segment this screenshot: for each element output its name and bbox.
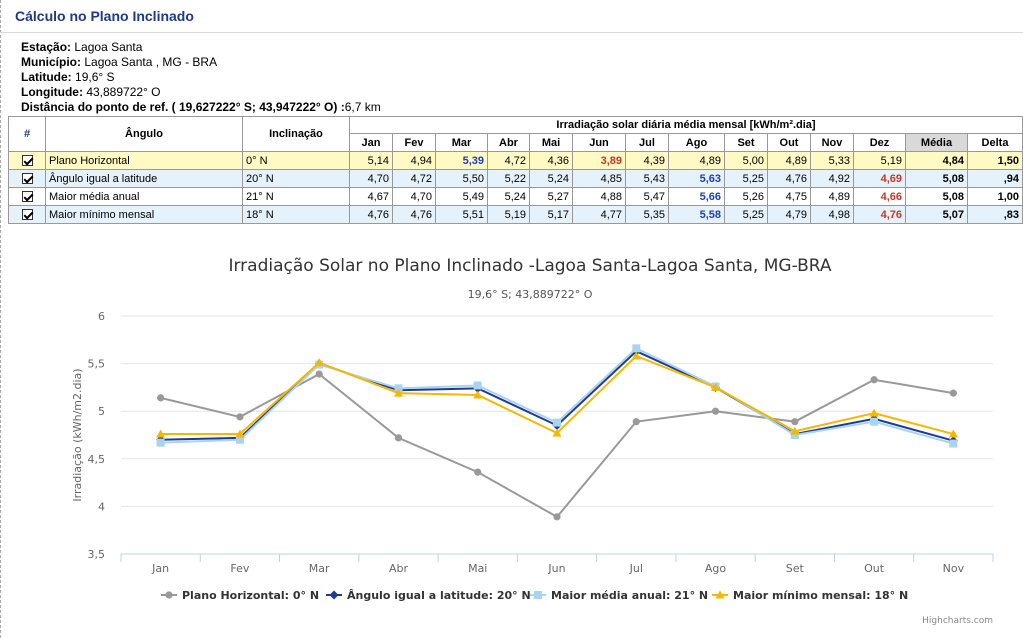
inclinacao-cell: 20° N [243, 170, 350, 188]
station-distancia [21, 100, 381, 115]
media-cell: 5,08 [906, 188, 968, 206]
month-value-cell: 4,94 [393, 152, 436, 170]
month-header: Jan [350, 134, 393, 152]
y-tick-label: 3,5 [87, 548, 105, 561]
month-header: Set [725, 134, 768, 152]
month-value-cell: 3,89 [573, 152, 626, 170]
station-estacao [21, 40, 381, 55]
x-tick-label: Jan [152, 562, 170, 575]
distancia-label: Distância do ponto de ref. ( 19,627222° S; 43,947222° O) : [21, 100, 345, 114]
chart-title: Irradiação Solar no Plano Inclinado -Lagoa Santa-Lagoa Santa, MG-BRA [228, 256, 832, 276]
legend-marker[interactable] [534, 591, 542, 599]
data-point-circle[interactable] [395, 434, 402, 441]
x-tick-label: Nov [942, 562, 965, 575]
month-value-cell: 4,88 [573, 188, 626, 206]
row-checkbox[interactable] [22, 173, 33, 184]
title-divider [0, 32, 1023, 33]
month-value-cell: 5,24 [530, 170, 573, 188]
irradiation-chart [0, 230, 1023, 638]
x-tick-label: Fev [230, 562, 250, 575]
series-group [157, 370, 957, 520]
station-longitude [21, 85, 381, 100]
month-value-cell: 4,89 [811, 188, 854, 206]
month-value-cell: 5,19 [854, 152, 906, 170]
month-value-cell: 5,19 [488, 206, 530, 224]
x-tick-label: Abr [388, 562, 408, 575]
month-value-cell: 5,25 [725, 206, 768, 224]
month-value-cell: 4,98 [811, 206, 854, 224]
inclinacao-cell: 18° N [243, 206, 350, 224]
col-group-header: Irradiação solar diária média mensal [kWh/m².dia] [350, 117, 1023, 134]
month-value-cell: 5,33 [811, 152, 854, 170]
estacao-value: Lagoa Santa [74, 40, 143, 54]
table-row [9, 188, 1023, 206]
month-value-cell: 4,76 [768, 170, 811, 188]
y-tick-label: 6 [98, 310, 105, 323]
media-cell: 4,84 [906, 152, 968, 170]
legend-label[interactable]: Plano Horizontal: 0° N [182, 589, 320, 602]
irradiation-table [8, 116, 1023, 224]
month-value-cell: 5,00 [725, 152, 768, 170]
month-value-cell: 5,17 [530, 206, 573, 224]
month-value-cell: 4,69 [854, 170, 906, 188]
month-value-cell: 4,89 [669, 152, 725, 170]
data-point-square[interactable] [632, 344, 640, 352]
month-header: Abr [488, 134, 530, 152]
chart-ylabel: Irradiação (kWh/m2.dia) [71, 368, 84, 502]
x-tick-label: Jun [548, 562, 566, 575]
longitude-label: Longitude: [21, 85, 83, 99]
month-value-cell: 4,66 [854, 188, 906, 206]
month-value-cell: 4,75 [768, 188, 811, 206]
month-value-cell: 4,79 [768, 206, 811, 224]
y-tick-label: 4 [98, 500, 105, 514]
data-point-triangle[interactable] [870, 409, 879, 417]
station-latitude [21, 70, 381, 85]
month-value-cell: 4,85 [573, 170, 626, 188]
month-value-cell: 4,76 [350, 206, 393, 224]
col-inclinacao-header: Inclinação [243, 117, 350, 152]
month-value-cell: 5,22 [488, 170, 530, 188]
station-municipio [21, 55, 381, 70]
media-cell: 5,08 [906, 170, 968, 188]
inclinacao-cell: 0° N [243, 152, 350, 170]
legend-label[interactable]: Maior média anual: 21° N [551, 589, 709, 602]
month-value-cell: 4,89 [768, 152, 811, 170]
month-value-cell: 5,58 [669, 206, 725, 224]
month-header: Mar [436, 134, 488, 152]
month-value-cell: 5,14 [350, 152, 393, 170]
row-checkbox-cell [9, 206, 46, 224]
month-value-cell: 5,66 [669, 188, 725, 206]
month-value-cell: 5,35 [626, 206, 669, 224]
month-value-cell: 5,27 [530, 188, 573, 206]
month-value-cell: 5,24 [488, 188, 530, 206]
page-title: Cálculo no Plano Inclinado [15, 8, 194, 24]
month-value-cell: 5,51 [436, 206, 488, 224]
month-header: Mai [530, 134, 573, 152]
data-point-square[interactable] [474, 381, 482, 389]
latitude-label: Latitude: [21, 70, 72, 84]
legend-marker[interactable] [330, 591, 339, 600]
data-point-square[interactable] [949, 440, 957, 448]
data-point-circle[interactable] [633, 418, 640, 425]
y-tick-label: 5,5 [87, 357, 105, 371]
data-point-circle[interactable] [791, 418, 798, 425]
legend-item[interactable] [712, 589, 908, 602]
row-checkbox[interactable] [22, 209, 33, 220]
month-value-cell: 4,92 [811, 170, 854, 188]
data-point-square[interactable] [157, 439, 165, 447]
month-header: Nov [811, 134, 854, 152]
month-value-cell: 5,50 [436, 170, 488, 188]
longitude-value: 43,889722° O [86, 85, 161, 99]
inclinacao-cell: 21° N [243, 188, 350, 206]
series-line[interactable] [161, 374, 954, 517]
data-point-circle[interactable] [474, 469, 481, 476]
month-header: Dez [854, 134, 906, 152]
month-value-cell: 5,49 [436, 188, 488, 206]
angulo-cell: Maior média anual [46, 188, 243, 206]
data-point-circle[interactable] [236, 413, 243, 420]
y-tick-label: 5 [98, 405, 105, 419]
table-row [9, 152, 1023, 170]
col-angulo-header: Ângulo [46, 117, 243, 152]
month-value-cell: 5,25 [725, 170, 768, 188]
month-value-cell: 4,36 [530, 152, 573, 170]
y-tick-label: 4,5 [87, 452, 105, 466]
legend-label[interactable]: Maior mínimo mensal: 18° N [733, 589, 909, 602]
month-value-cell: 4,72 [393, 170, 436, 188]
x-tick-label: Set [785, 562, 804, 575]
delta-cell: 1,50 [968, 152, 1023, 170]
month-value-cell: 4,76 [393, 206, 436, 224]
table-row [9, 206, 1023, 224]
data-point-square[interactable] [553, 419, 561, 427]
table-row [9, 170, 1023, 188]
legend-item[interactable] [161, 589, 319, 602]
month-value-cell: 4,70 [350, 170, 393, 188]
col-hash-header [9, 117, 46, 152]
data-point-circle[interactable] [157, 394, 164, 401]
month-value-cell: 5,39 [436, 152, 488, 170]
legend-item[interactable] [326, 589, 531, 602]
delta-cell: ,83 [968, 206, 1023, 224]
row-checkbox-cell [9, 152, 46, 170]
month-value-cell: 4,76 [854, 206, 906, 224]
x-tick-label: Jul [629, 562, 643, 575]
distancia-value: 6,7 km [344, 100, 381, 114]
media-header: Média [906, 134, 968, 152]
month-header: Fev [393, 134, 436, 152]
data-point-circle[interactable] [553, 513, 560, 520]
chart-credits[interactable]: Highcharts.com [922, 616, 993, 626]
media-cell: 5,07 [906, 206, 968, 224]
month-value-cell: 4,39 [626, 152, 669, 170]
angulo-cell: Ângulo igual a latitude [46, 170, 243, 188]
angulo-cell: Plano Horizontal [46, 152, 243, 170]
delta-header: Delta [968, 134, 1023, 152]
x-tick-label: Mar [308, 562, 330, 575]
data-point-circle[interactable] [316, 370, 323, 377]
month-header: Out [768, 134, 811, 152]
month-header: Jun [573, 134, 626, 152]
x-tick-label: Mai [468, 562, 488, 575]
month-value-cell: 4,70 [393, 188, 436, 206]
hash-label: # [23, 128, 31, 140]
data-point-circle[interactable] [712, 408, 719, 415]
latitude-value: 19,6° S [75, 70, 115, 84]
row-checkbox-cell [9, 188, 46, 206]
month-value-cell: 4,77 [573, 206, 626, 224]
station-info [21, 40, 381, 115]
month-value-cell: 5,26 [725, 188, 768, 206]
delta-cell: ,94 [968, 170, 1023, 188]
x-tick-label: Out [864, 562, 885, 575]
legend-item[interactable] [530, 589, 708, 602]
row-checkbox[interactable] [22, 155, 33, 166]
month-value-cell: 5,47 [626, 188, 669, 206]
row-checkbox-cell [9, 170, 46, 188]
data-point-square[interactable] [870, 418, 878, 426]
month-value-cell: 5,43 [626, 170, 669, 188]
municipio-value: Lagoa Santa , MG - BRA [84, 55, 218, 69]
month-header: Jul [626, 134, 669, 152]
month-value-cell: 4,72 [488, 152, 530, 170]
month-value-cell: 4,67 [350, 188, 393, 206]
month-header: Ago [669, 134, 725, 152]
data-point-circle[interactable] [870, 376, 877, 383]
data-point-circle[interactable] [950, 390, 957, 397]
x-tick-label: Ago [704, 562, 727, 575]
estacao-label: Estação: [21, 40, 72, 54]
delta-cell: 1,00 [968, 188, 1023, 206]
legend-label[interactable]: Ângulo igual a latitude: 20° N [347, 589, 531, 602]
month-value-cell: 5,63 [669, 170, 725, 188]
legend-marker[interactable] [165, 591, 172, 598]
chart-subtitle: 19,6° S; 43,889722° O [467, 288, 593, 301]
angulo-cell: Maior mínimo mensal [46, 206, 243, 224]
municipio-label: Município: [21, 55, 81, 69]
row-checkbox[interactable] [22, 191, 33, 202]
